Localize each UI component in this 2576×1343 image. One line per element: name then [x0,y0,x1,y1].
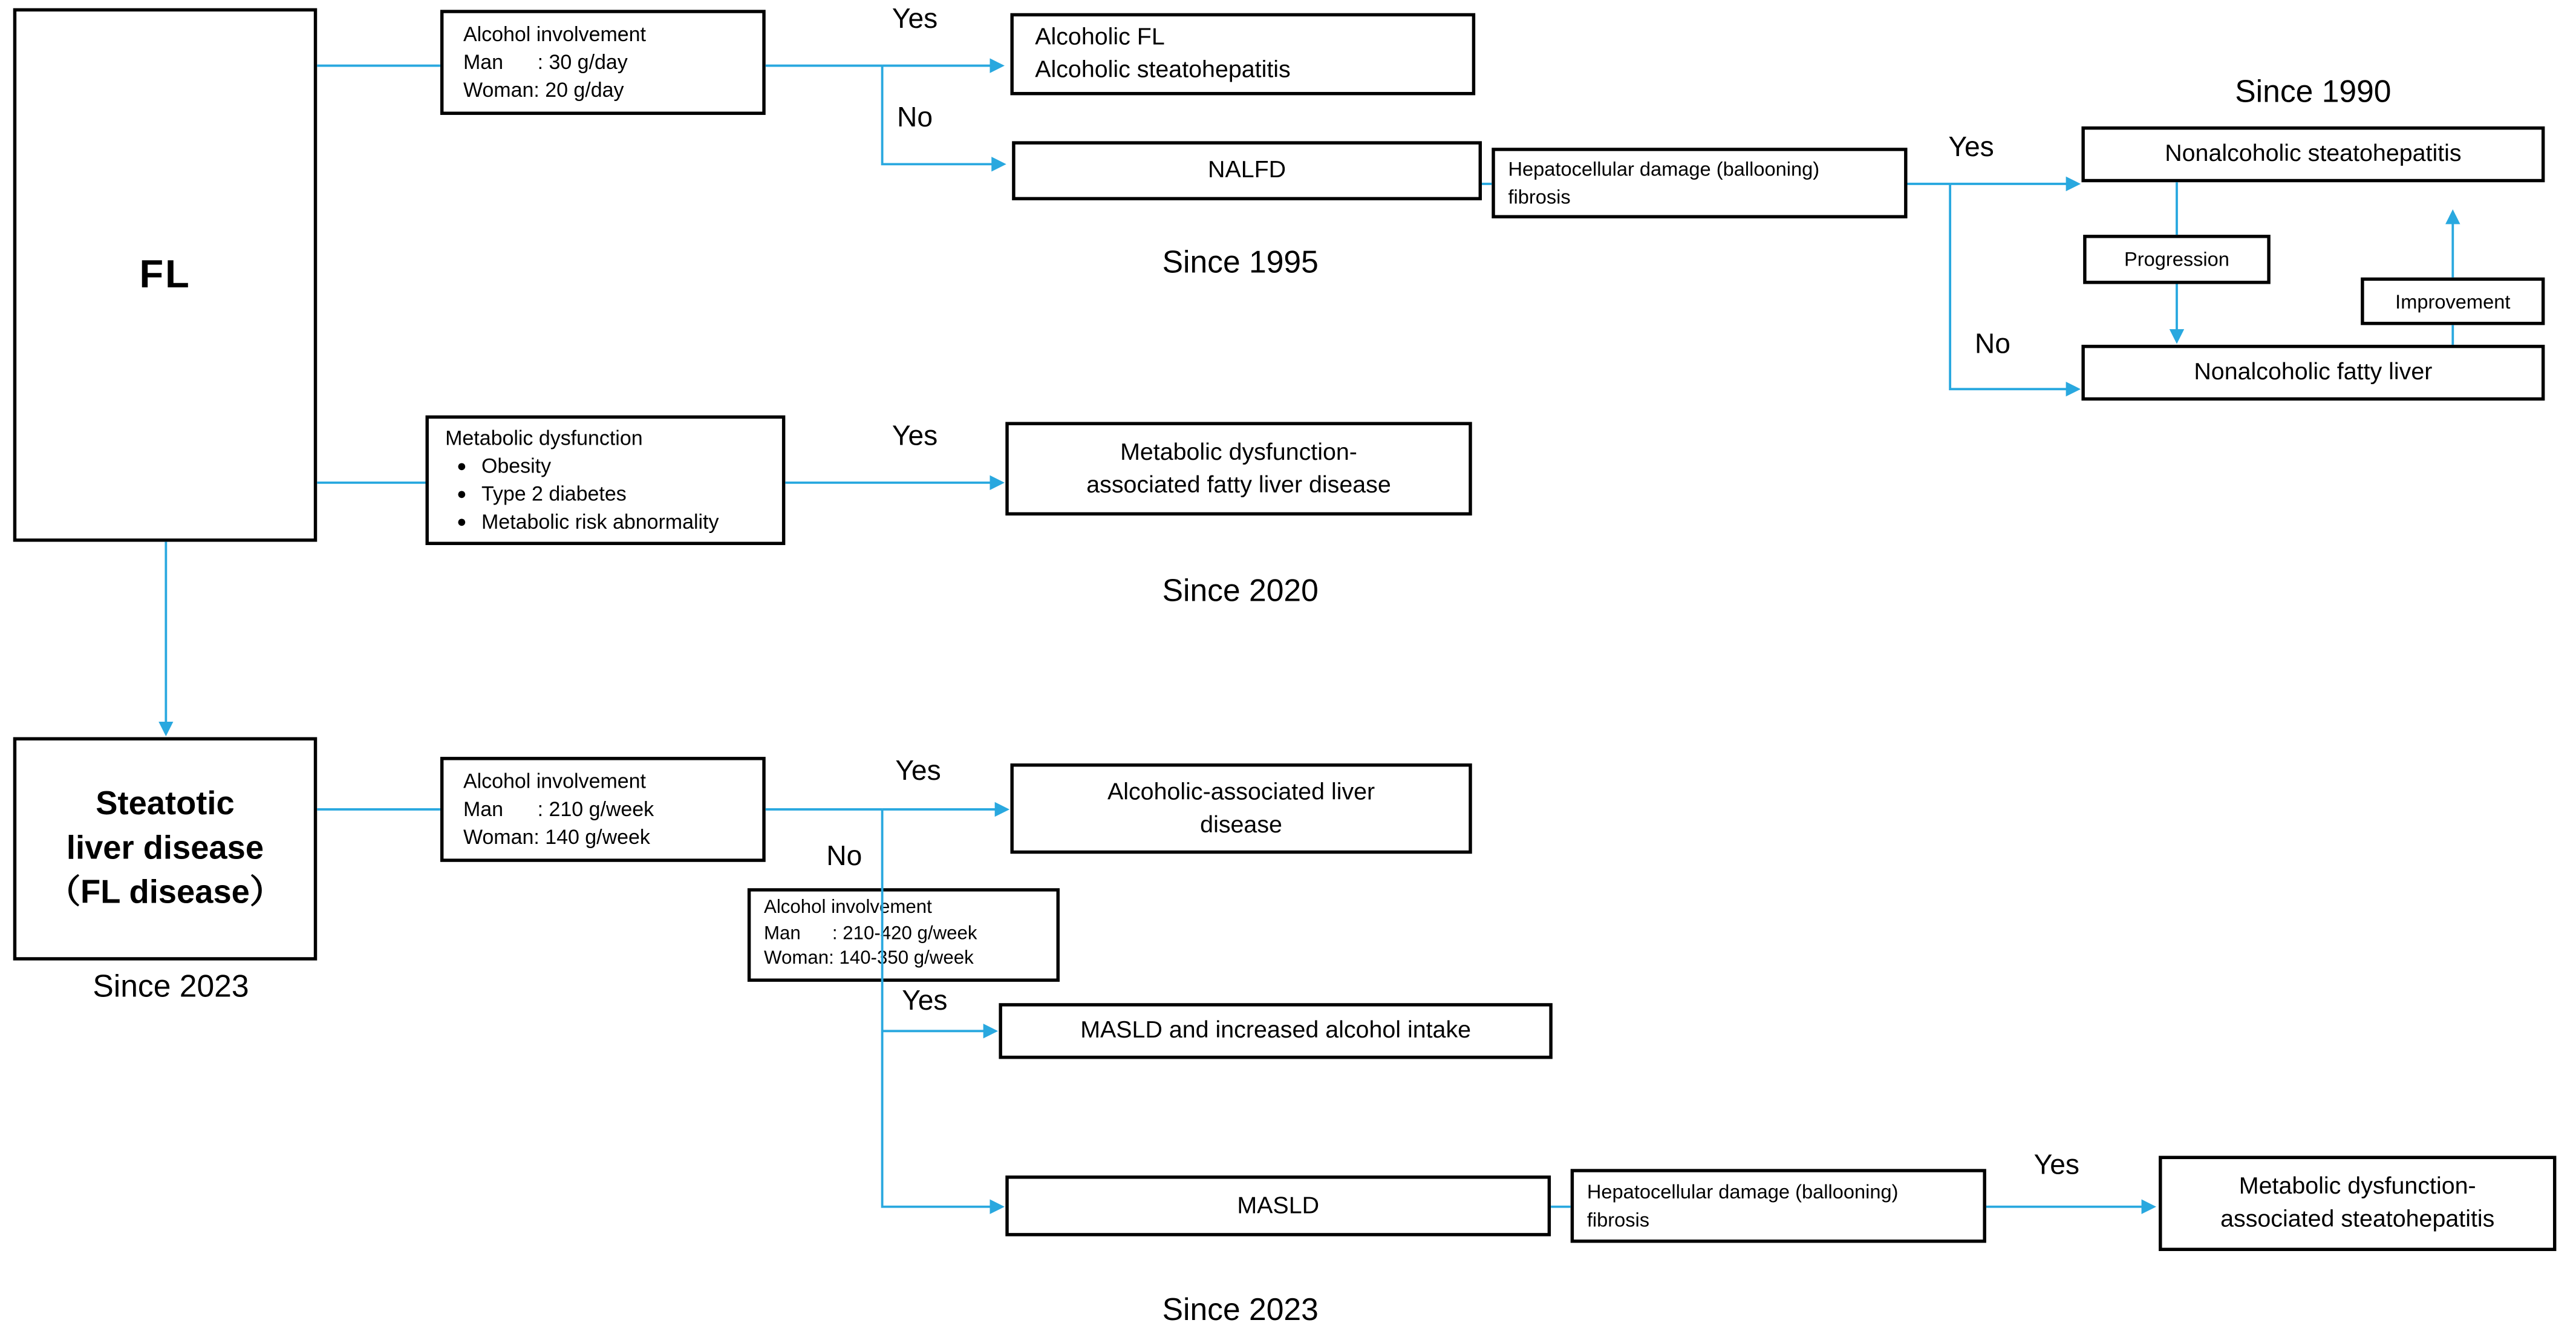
alcohol-weekly-box [440,757,766,862]
progression-label: Progression [2124,247,2229,271]
steatotic-line: Steatotic [96,785,235,822]
ald-box [1010,763,1472,854]
fl-label: FL [139,252,191,296]
progression-box [2083,235,2271,284]
no-label-nalfd: No [897,102,933,133]
hepatocellular-box-2 [1571,1169,1986,1243]
hepatocellular-line: Hepatocellular damage (ballooning) [1508,157,1820,181]
alcohol-weekly-line: Woman: 140 g/week [463,825,650,848]
steatotic-line: liver disease [66,829,264,866]
yes-label-masld-increased: Yes [902,985,948,1016]
yes-label-nash: Yes [1948,131,1994,163]
hepatocellular-line: Hepatocellular damage (ballooning) [1586,1180,1899,1204]
improvement-label: Improvement [2395,290,2511,313]
masld-increased-alcohol-box [999,1003,1552,1059]
metabolic-item [445,508,719,536]
metabolic-item [445,480,627,508]
alcohol-weekly-line: Alcohol involvement [463,769,646,792]
alcoholic-fl-line: Alcoholic steatohepatitis [1035,57,1291,84]
alcoholic-fl-line: Alcoholic FL [1035,24,1165,51]
nalfd-label: NALFD [1208,157,1286,184]
improvement-box [2361,278,2545,325]
yes-label-alcoholic-fl: Yes [892,3,938,34]
ald-line: Alcoholic-associated liver [1107,779,1375,806]
alcohol-daily-box [440,10,766,115]
mafld-line: associated fatty liver disease [1086,472,1391,498]
mash-box [2159,1156,2556,1251]
mafld-box [1005,422,1472,515]
hepatocellular-box-1 [1492,148,1907,218]
yes-label-mash: Yes [2033,1149,2079,1181]
metabolic-item [445,453,551,480]
since-2023-caption-masld: Since 2023 [1162,1293,1319,1328]
since-2020-caption: Since 2020 [1162,574,1319,609]
alcohol-weekly-range-box [748,888,1060,982]
yes-label-mafld: Yes [892,420,938,452]
alcohol-weekly-line: Man : 210 g/week [463,797,654,820]
mash-line: Metabolic dysfunction- [2239,1174,2476,1200]
masld-box [1005,1175,1551,1236]
alcohol-daily-line: Alcohol involvement [463,22,646,45]
masld-increased-label: MASLD and increased alcohol intake [1080,1018,1472,1045]
mafld-line: Metabolic dysfunction- [1120,439,1357,466]
bullet-icon: ● [457,513,467,531]
fl-box [13,8,317,542]
nafl-box [2081,345,2545,400]
ald-line: disease [1200,812,1282,838]
nalfd-box [1012,141,1482,200]
alcohol-weekly-range-line: Woman: 140-350 g/week [764,949,974,969]
yes-label-ald: Yes [895,755,941,786]
metabolic-title: Metabolic dysfunction [445,426,643,449]
nash-box [2081,126,2545,182]
nash-label: Nonalcoholic steatohepatitis [2165,141,2462,168]
alcohol-weekly-range-line: Man : 210-420 g/week [764,924,977,944]
metabolic-item-label: Type 2 diabetes [481,482,627,505]
hepatocellular-line: fibrosis [1586,1207,1650,1231]
since-1990-caption: Since 1990 [2235,75,2392,110]
metabolic-item-label: Metabolic risk abnormality [481,509,719,533]
masld-label: MASLD [1237,1192,1320,1220]
alcohol-daily-line: Woman: 20 g/day [463,77,624,101]
metabolic-item-label: Obesity [481,454,552,477]
alcohol-daily-line: Man : 30 g/day [463,50,628,73]
alcohol-weekly-range-line: Alcohol involvement [764,898,932,918]
steatotic-liver-disease-box [13,737,317,961]
nafl-label: Nonalcoholic fatty liver [2194,359,2433,386]
bullet-icon: ● [457,485,467,503]
no-label-nafl: No [1974,328,2010,360]
since-1995-caption: Since 1995 [1162,246,1319,281]
mash-line: associated steatohepatitis [2220,1206,2495,1234]
steatotic-line: （FL disease） [47,874,283,910]
metabolic-dysfunction-box [425,416,785,545]
since-2023-caption-steatotic: Since 2023 [93,970,249,1005]
no-label-range: No [826,840,862,872]
alcoholic-fl-box [1010,13,1475,96]
bullet-icon: ● [457,457,467,475]
hepatocellular-line: fibrosis [1508,185,1571,208]
